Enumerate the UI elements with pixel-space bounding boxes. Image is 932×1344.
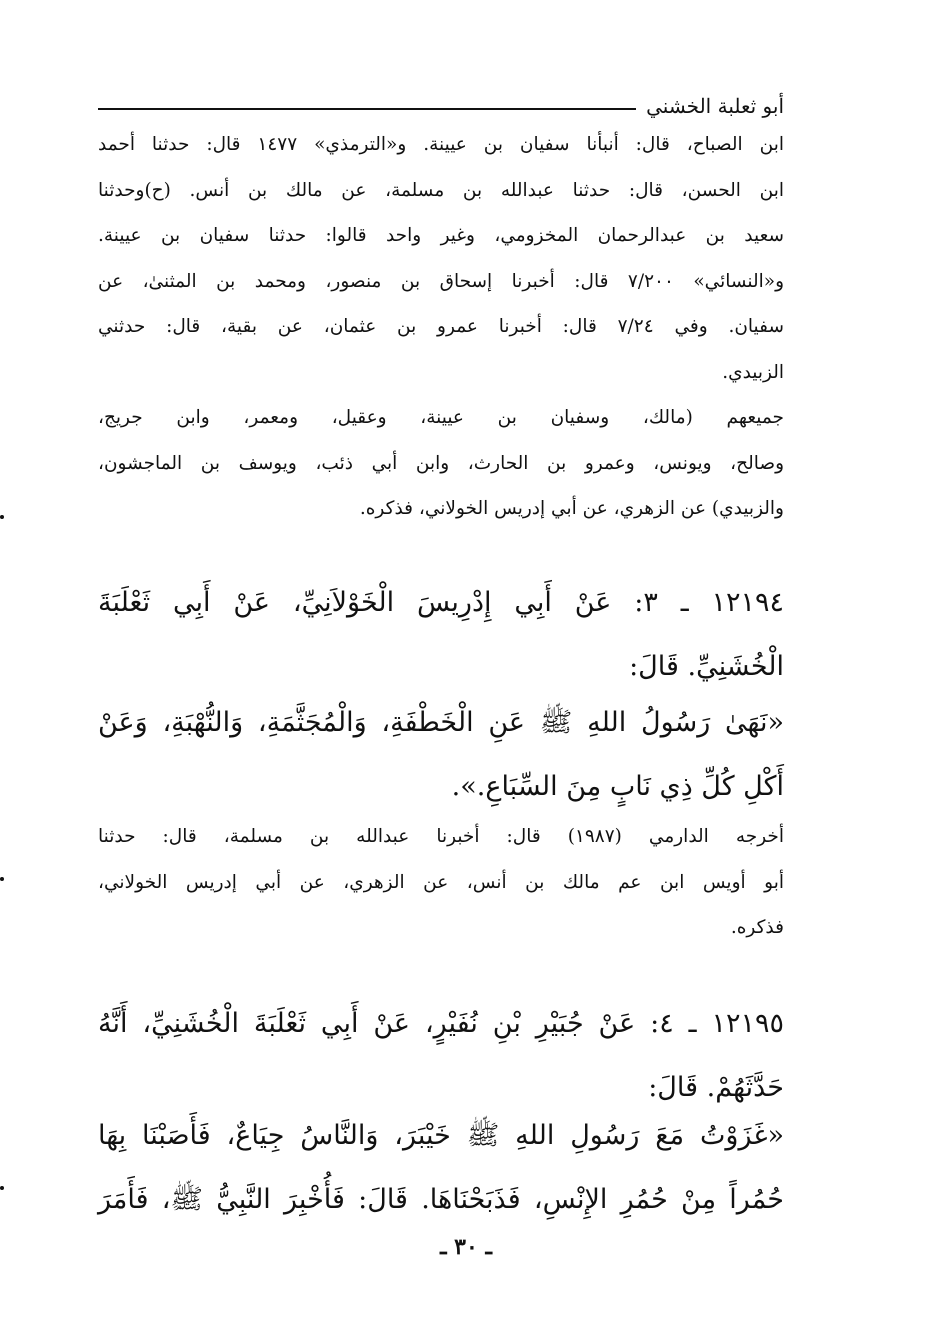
text-line: ١٢١٩٥ ـ ٤: عَنْ جُبَيْرِ بْنِ نُفَيْرٍ، عَنْ أَبِي ثَعْلَبَةَ الْخُشَنِيِّ، أَنَّهُ xyxy=(98,1008,784,1039)
scan-margin-dot xyxy=(0,877,4,881)
text-line: جميعهم (مالك، وسفيان بن عيينة، وعقيل، ومعمر، وابن جريج، xyxy=(98,407,784,428)
page-number: ـ ٣٠ ـ xyxy=(440,1234,492,1260)
text-line: الزبيدي. xyxy=(722,361,784,383)
hadith-12194-heading xyxy=(98,571,784,699)
text-line: ابن الحسن، قال: حدثنا عبدالله بن مسلمة، عن مالك بن أنس. (ح)وحدثنا xyxy=(98,179,784,201)
text-line: حُمُراً مِنْ حُمُرِ الإِنْسِ، فَذَبَحْنَاهَا. قَالَ: فَأُخْبِرَ النَّبِيُّ ﷺ، فَأَمَرَ xyxy=(98,1184,784,1215)
hadith-12194-text xyxy=(98,691,784,819)
takhrij-paragraph xyxy=(98,814,784,951)
text-line: و«النسائي» ٧/٢٠٠ قال: أخبرنا إسحاق بن منصور، ومحمد بن المثنىٰ، عن xyxy=(98,270,784,292)
text-line: وصالح، ويونس، وعمرو بن الحارث، وابن أبي ذئب، ويوسف بن الماجشون، xyxy=(98,452,784,474)
hadith-12195-text xyxy=(98,1104,784,1232)
text-line: ١٢١٩٤ ـ ٣: عَنْ أَبِي إِدْرِيسَ الْخَوْلاَنِيِّ، عَنْ أَبِي ثَعْلَبَةَ xyxy=(98,587,784,618)
text-line: والزبيدي) عن الزهري، عن أبي إدريس الخولاني، فذكره. xyxy=(359,498,784,519)
hadith-12195-heading xyxy=(98,992,784,1120)
scan-margin-dot xyxy=(0,515,4,519)
text-line: «نَهَىٰ رَسُولُ اللهِ ﷺ عَنِ الْخَطْفَةِ، وَالْمُجَثَّمَةِ، وَالنُّهْبَةِ، وَعَنْ xyxy=(98,707,784,738)
text-line: أخرجه الدارمي (١٩٨٧) قال: أخبرنا عبدالله بن مسلمة، قال: حدثنا xyxy=(98,826,784,847)
narrators-paragraph xyxy=(98,395,784,532)
header-rule xyxy=(98,108,636,110)
running-header xyxy=(98,86,784,118)
text-line: «غَزَوْتُ مَعَ رَسُولِ اللهِ ﷺ خَيْبَرَ، وَالنَّاسُ جِيَاعٌ، فَأَصَبْنَا بِهَا xyxy=(98,1120,784,1151)
header-title: أبو ثعلبة الخشني xyxy=(646,94,784,118)
scan-margin-dot xyxy=(0,1186,4,1190)
text-line: الْخُشَنِيِّ. قَالَ: xyxy=(629,651,784,682)
text-line: سعيد بن عبدالرحمان المخزومي، وغير واحد قالوا: حدثنا سفيان بن عيينة. xyxy=(98,225,784,246)
text-line: فذكره. xyxy=(730,917,784,938)
isnad-paragraph xyxy=(98,122,784,395)
text-line: سفيان. وفي ٧/٢٤ قال: أخبرنا عمرو بن عثمان، عن بقية، قال: حدثني xyxy=(98,316,784,337)
text-line: حَدَّثَهُمْ. قَالَ: xyxy=(648,1072,784,1103)
text-line: أَكْلِ كُلِّ ذِي نَابٍ مِنَ السِّبَاعِ.». xyxy=(451,771,784,802)
text-line: ابن الصباح، قال: أنبأنا سفيان بن عيينة. و«الترمذي» ١٤٧٧ قال: حدثنا أحمد xyxy=(98,134,784,155)
text-line: أبو أويس ابن عم مالك بن أنس، عن الزهري، عن أبي إدريس الخولاني، xyxy=(98,871,784,893)
